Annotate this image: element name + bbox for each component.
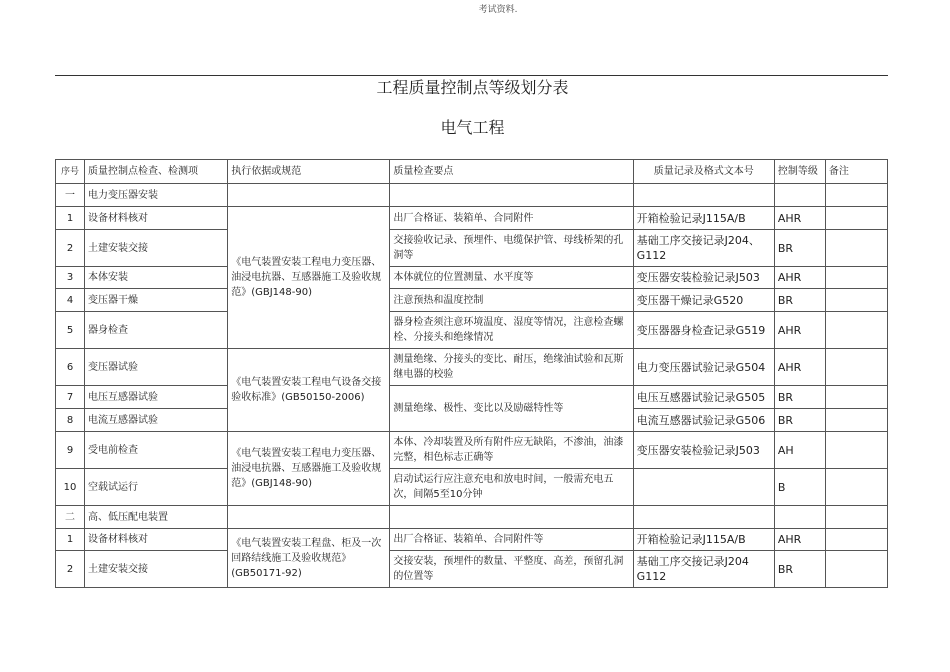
row-number: 2 [56,551,85,588]
row-number: 2 [56,230,85,267]
row-basis: 《电气装置安装工程盘、柜及一次回路结线施工及验收规范》(GB50171-92) [228,529,390,588]
row-item: 器身检查 [85,312,228,349]
row-number: 3 [56,267,85,289]
row-record: 变压器安装检验记录J503 [633,432,774,469]
row-point: 出厂合格证、装箱单、合同附件 [390,207,633,230]
row-point: 出厂合格证、装箱单、合同附件等 [390,529,633,551]
row-point: 测量绝缘、极性、变比以及励磁特性等 [390,386,633,432]
row-record: 基础工序交接记录J204 G112 [633,551,774,588]
table-row [56,312,888,349]
row-record: 电流互感器试验记录G506 [633,409,774,432]
header-cell-point: 质量检查要点 [390,160,633,184]
row-record: 开箱检验记录J115A/B [633,529,774,551]
row-grade: AHR [774,349,825,386]
row-remark [825,267,887,289]
section-number: 一 [56,184,85,207]
row-remark [825,289,887,312]
row-number: 7 [56,386,85,409]
row-number: 10 [56,469,85,506]
row-item: 电流互感器试验 [85,409,228,432]
table-row [56,207,888,230]
table-row [56,386,888,409]
table-row [56,267,888,289]
row-item: 设备材料核对 [85,529,228,551]
table-row [56,432,888,469]
table-row [56,529,888,551]
section-number: 二 [56,506,85,529]
row-record: 电压互感器试验记录G505 [633,386,774,409]
row-point: 交接验收记录、预埋件、电缆保护管、母线桥架的孔洞等 [390,230,633,267]
table-row [56,551,888,588]
row-point: 交接安装，预埋件的数量、平整度、高差，预留孔洞的位置等 [390,551,633,588]
table-row [56,349,888,386]
row-remark [825,469,887,506]
row-number: 1 [56,207,85,230]
row-remark [825,349,887,386]
header-note: 考试资料. [478,5,518,15]
row-grade: B [774,469,825,506]
row-number: 1 [56,529,85,551]
row-remark [825,409,887,432]
row-item: 土建安装交接 [85,230,228,267]
section-name: 电力变压器安装 [85,184,228,207]
row-number: 8 [56,409,85,432]
row-number: 6 [56,349,85,386]
row-number: 4 [56,289,85,312]
row-basis: 《电气装置安装工程电气设备交接验收标准》(GB50150-2006) [228,349,390,432]
table-header-row [56,160,888,184]
section-name: 高、低压配电装置 [85,506,228,529]
row-grade: BR [774,289,825,312]
row-record: 变压器器身检查记录G519 [633,312,774,349]
row-point: 本体、冷却装置及所有附件应无缺陷，不渗油，油漆完整，相色标志正确等 [390,432,633,469]
row-grade: AH [774,432,825,469]
row-grade: AHR [774,267,825,289]
row-record: 开箱检验记录J115A/B [633,207,774,230]
row-basis: 《电气装置安装工程电力变压器、油浸电抗器、互感器施工及验收规范》(GBJ148-90) [228,207,390,349]
row-point: 器身检查须注意环境温度、湿度等情况，注意检查螺栓、分接头和绝缘情况 [390,312,633,349]
row-record: 基础工序交接记录J204、G112 [633,230,774,267]
header-rule [55,75,888,76]
row-remark [825,386,887,409]
quality-control-table [55,159,888,588]
row-grade: BR [774,409,825,432]
row-item: 受电前检查 [85,432,228,469]
page-title: 工程质量控制点等级划分表 [376,78,569,97]
row-record: 电力变压器试验记录G504 [633,349,774,386]
row-item: 土建安装交接 [85,551,228,588]
row-item: 设备材料核对 [85,207,228,230]
row-remark [825,230,887,267]
row-record [633,469,774,506]
row-point: 本体就位的位置测量、水平度等 [390,267,633,289]
header-cell-grade: 控制等级 [774,160,825,184]
row-item: 电压互感器试验 [85,386,228,409]
row-point: 启动试运行应注意充电和放电时间，一般需充电五次，间隔5至10分钟 [390,469,633,506]
table-row [56,230,888,267]
header-cell-remark: 备注 [825,160,887,184]
row-point: 注意预热和温度控制 [390,289,633,312]
row-number: 9 [56,432,85,469]
header-cell-record: 质量记录及格式文本号 [633,160,774,184]
row-grade: AHR [774,207,825,230]
section-row [56,506,888,529]
row-grade: AHR [774,529,825,551]
row-basis: 《电气装置安装工程电力变压器、油浸电抗器、互感器施工及验收规范》(GBJ148-90) [228,432,390,506]
row-remark [825,551,887,588]
row-item: 变压器干燥 [85,289,228,312]
table-row [56,469,888,506]
row-record: 变压器干燥记录G520 [633,289,774,312]
row-remark [825,312,887,349]
row-grade: BR [774,230,825,267]
row-number: 5 [56,312,85,349]
header-cell-item: 质量控制点检查、检测项 [85,160,228,184]
page-subtitle: 电气工程 [440,118,505,137]
row-remark [825,207,887,230]
header-cell-no: 序号 [56,160,85,184]
row-point: 测量绝缘、分接头的变比、耐压，绝缘油试验和瓦斯继电器的校验 [390,349,633,386]
row-record: 变压器安装检验记录J503 [633,267,774,289]
row-item: 空载试运行 [85,469,228,506]
row-grade: AHR [774,312,825,349]
section-row [56,184,888,207]
row-remark [825,529,887,551]
header-cell-basis: 执行依据或规范 [228,160,390,184]
table-row [56,289,888,312]
row-grade: BR [774,386,825,409]
row-item: 本体安装 [85,267,228,289]
row-grade: BR [774,551,825,588]
row-remark [825,432,887,469]
row-item: 变压器试验 [85,349,228,386]
